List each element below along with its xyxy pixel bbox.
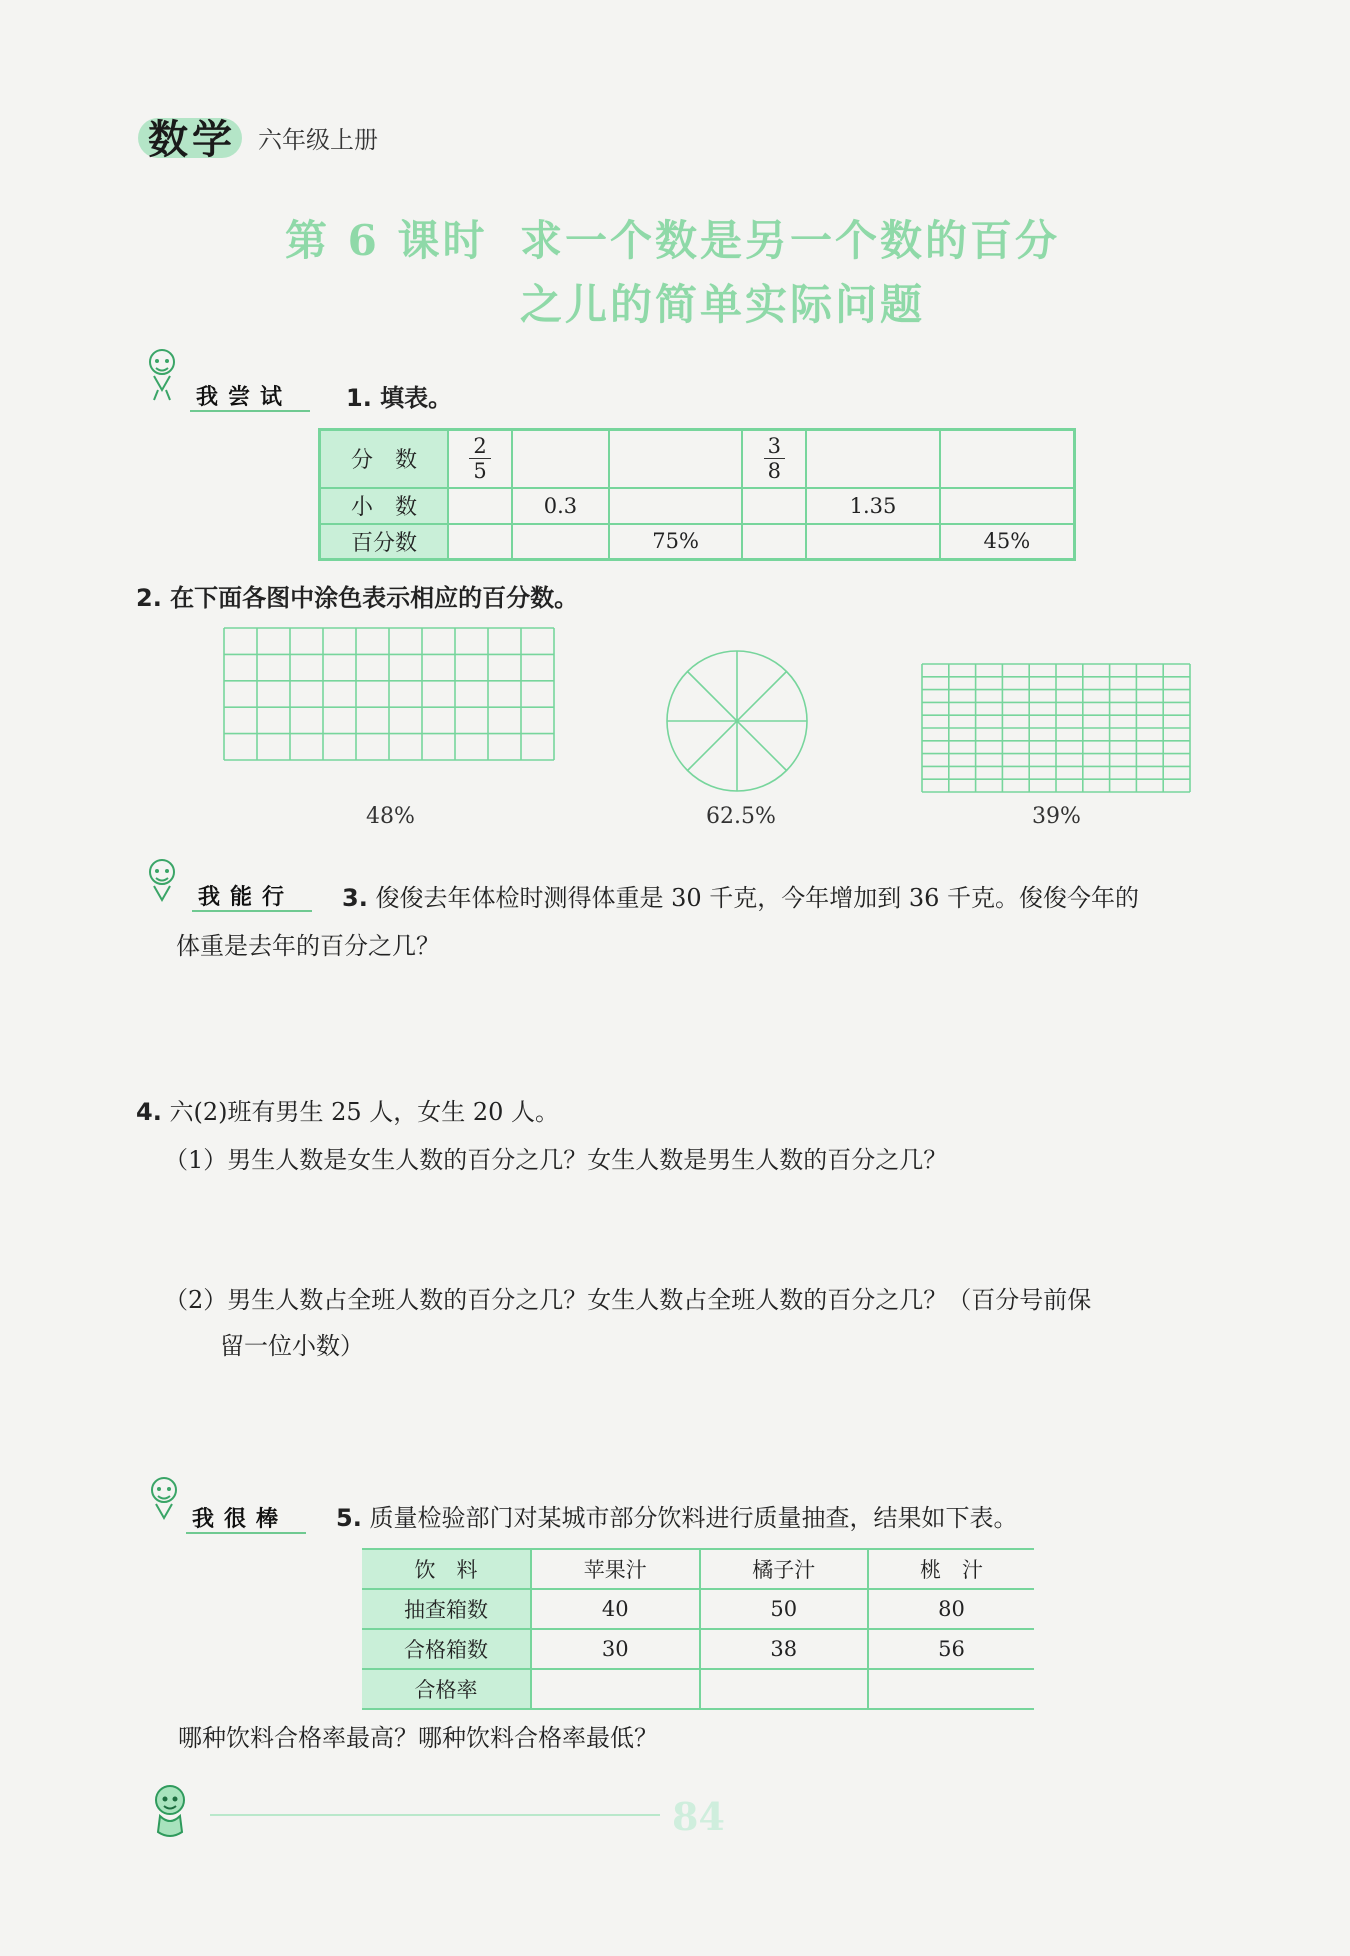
subject-label: 数学 [148,117,236,163]
q5-table [362,1548,1034,1710]
mascot-icon [142,346,182,402]
decimal-cell[interactable]: 0.3 [512,488,609,524]
lesson-title-line2: 之儿的简单实际问题 [520,280,926,329]
row-label: 合格率 [362,1669,531,1709]
decimal-cell[interactable] [742,488,806,524]
page-number: 84 [672,1794,725,1839]
percent-cell[interactable]: 75% [609,524,742,560]
decimal-cell[interactable] [940,488,1075,524]
table-cell: 56 [868,1629,1034,1669]
q4-sub2-line2: 留一位小数） [220,1332,364,1360]
q3-line2: 体重是去年的百分之几？ [176,932,440,960]
fraction-cell[interactable] [512,430,609,488]
decimal-cell[interactable] [448,488,512,524]
table-cell: 38 [700,1629,869,1669]
decimal-cell[interactable] [609,488,742,524]
footer-rule [210,1814,660,1816]
row-label-fraction: 分 数 [320,430,449,488]
row-label: 抽查箱数 [362,1589,531,1629]
q4-stem: 4. 六(2)班有男生 25 人，女生 20 人。 [136,1098,560,1126]
fraction-cell[interactable]: $\frac{2}{5}$ [448,430,512,488]
grid1-percent-label: 48% [366,804,415,829]
section-can-underline [192,910,312,912]
q2-label: 2. 在下面各图中涂色表示相应的百分数。 [136,584,579,612]
section-try-label: 我尝试 [196,385,293,410]
answer-cell[interactable] [868,1669,1034,1709]
percent-cell[interactable]: 45% [940,524,1075,560]
answer-cell[interactable] [700,1669,869,1709]
grid-10x5[interactable] [222,626,556,762]
q1-label: 1. 填表。 [346,384,453,412]
answer-cell[interactable] [531,1669,700,1709]
section-great-label: 我很棒 [192,1507,289,1532]
q3-line1: 3. 俊俊去年体检时测得体重是 30 千克，今年增加到 36 千克。俊俊今年的 [342,884,1140,912]
section-can-label: 我能行 [198,885,295,910]
table-header: 橘子汁 [700,1549,869,1589]
table-row [362,1589,1034,1629]
percent-cell[interactable] [512,524,609,560]
circle-eighths[interactable] [664,648,810,794]
percent-cell[interactable] [806,524,940,560]
table-cell: 40 [531,1589,700,1629]
q5-stem: 5. 质量检验部门对某城市部分饮料进行质量抽查，结果如下表。 [336,1504,1018,1532]
mascot-icon [144,1474,184,1530]
grid3-percent-label: 39% [1032,804,1081,829]
fraction-cell[interactable] [609,430,742,488]
lesson-number: 第 6 课时 [285,216,488,265]
percent-cell[interactable] [742,524,806,560]
section-try-underline [190,410,310,412]
table-row [362,1629,1034,1669]
q5-question: 哪种饮料合格率最高？哪种饮料合格率最低？ [178,1724,658,1752]
row-label-percent: 百分数 [320,524,449,560]
table-cell: 30 [531,1629,700,1669]
percent-cell[interactable] [448,524,512,560]
fraction-cell[interactable]: $\frac{3}{8}$ [742,430,806,488]
table-cell: 50 [700,1589,869,1629]
row-label-decimal: 小 数 [320,488,449,524]
section-great-underline [186,1532,306,1534]
table-row [362,1669,1034,1709]
fraction-cell[interactable] [806,430,940,488]
table-cell: 80 [868,1589,1034,1629]
q4-sub1: （1）男生人数是女生人数的百分之几？女生人数是男生人数的百分之几？ [164,1146,948,1174]
q1-table [318,428,1076,561]
circle-percent-label: 62.5% [706,804,776,829]
grade-label: 六年级上册 [258,126,378,154]
grid-10x10[interactable] [920,662,1192,794]
q4-sub2-line1: （2）男生人数占全班人数的百分之几？女生人数占全班人数的百分之几？（百分号前保 [164,1286,1092,1314]
row-label: 合格箱数 [362,1629,531,1669]
table-header: 桃 汁 [868,1549,1034,1589]
fraction-cell[interactable] [940,430,1075,488]
mascot-footer-icon [142,1780,202,1846]
lesson-title-line1: 求一个数是另一个数的百分 [520,216,1061,265]
table-header: 苹果汁 [531,1549,700,1589]
decimal-cell[interactable]: 1.35 [806,488,940,524]
mascot-icon [142,856,182,912]
table-header: 饮 料 [362,1549,531,1589]
